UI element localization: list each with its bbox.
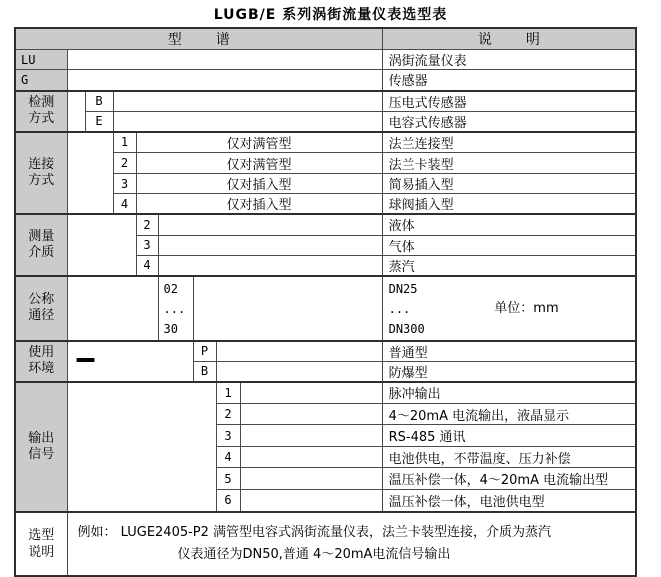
cell-desc-connection-4: 球阀插入型 bbox=[382, 194, 636, 215]
spacer-cell bbox=[67, 91, 85, 132]
label-example bbox=[15, 512, 67, 576]
row-environment-p bbox=[15, 341, 636, 362]
cell-desc-diameter bbox=[382, 276, 636, 341]
example-text-line2: 仪表通径为DN50,普通 4～20mA电流信号输出 bbox=[177, 546, 451, 562]
cell-desc-output-1: 脉冲输出 bbox=[382, 382, 636, 404]
page-title: LUGB/E 系列涡街流量仪表选型表 bbox=[213, 7, 448, 23]
spacer-cell bbox=[67, 50, 382, 70]
spacer-cell bbox=[113, 111, 382, 132]
cell-desc-output-4: 电池供电，不带温度、压力补偿 bbox=[382, 447, 636, 468]
cell-desc-connection-1: 法兰连接型 bbox=[382, 132, 636, 153]
label-environment bbox=[15, 341, 67, 382]
spacer-cell bbox=[240, 490, 382, 512]
label-connection-line1: 连接 bbox=[28, 156, 55, 172]
selection-table bbox=[14, 27, 637, 577]
label-example-line1: 选型 bbox=[28, 527, 55, 543]
cell-code-environment-p: P bbox=[193, 341, 216, 362]
cell-desc-detection-b: 压电式传感器 bbox=[382, 91, 636, 112]
spacer-cell bbox=[240, 447, 382, 468]
diameter-desc-max: DN300 bbox=[388, 321, 425, 336]
description-header: 说 明 bbox=[382, 28, 636, 50]
cell-code-medium-3: 3 bbox=[136, 235, 158, 255]
cell-desc-connection-3: 简易插入型 bbox=[382, 174, 636, 194]
cell-code-output-6: 6 bbox=[216, 490, 240, 512]
cell-desc-environment-b: 防爆型 bbox=[382, 361, 636, 382]
spacer-cell bbox=[67, 214, 136, 276]
spacer-cell bbox=[67, 276, 158, 341]
cell-example-text bbox=[67, 512, 636, 576]
spacer-cell bbox=[240, 468, 382, 490]
label-detection-line2: 方式 bbox=[28, 111, 55, 126]
label-diameter-line1: 公称 bbox=[28, 292, 55, 307]
unit-note: 单位：mm bbox=[494, 300, 559, 316]
row-output-1 bbox=[15, 382, 636, 404]
spacer-cell bbox=[216, 361, 382, 382]
cell-code-medium-4: 4 bbox=[136, 255, 158, 276]
row-example bbox=[15, 512, 636, 576]
label-medium-line1: 测量 bbox=[28, 228, 55, 244]
label-output-line2: 信号 bbox=[28, 446, 55, 462]
cell-desc-output-3: RS-485 通讯 bbox=[382, 425, 636, 447]
spacer-cell bbox=[67, 382, 216, 512]
cell-code-output-2: 2 bbox=[216, 404, 240, 425]
example-text-line1: 例如： LUGE2405-P2 满管型电容式涡街流量仪表，法兰卡装型连接，介质为蒸汽 bbox=[77, 524, 552, 540]
row-g bbox=[15, 70, 636, 91]
cell-desc-medium-4: 蒸汽 bbox=[382, 255, 636, 276]
label-environment-line2: 环境 bbox=[28, 361, 55, 376]
diameter-code-min: 02 bbox=[163, 281, 178, 296]
diameter-desc-ellipsis: ... bbox=[388, 301, 411, 316]
label-medium-line2: 介质 bbox=[28, 244, 55, 260]
header-row bbox=[15, 28, 636, 50]
spacer-cell bbox=[240, 425, 382, 447]
spacer-cell bbox=[240, 382, 382, 404]
cell-code-output-1: 1 bbox=[216, 382, 240, 404]
cell-code-output-3: 3 bbox=[216, 425, 240, 447]
row-diameter bbox=[15, 276, 636, 341]
cell-desc-output-5: 温压补偿一体，4～20mA 电流输出型 bbox=[382, 468, 636, 490]
row-medium-2 bbox=[15, 214, 636, 235]
dash-placeholder: — bbox=[75, 340, 96, 378]
cell-dash-placeholder bbox=[67, 341, 193, 382]
cell-code-connection-2: 2 bbox=[113, 153, 136, 174]
label-connection-line2: 方式 bbox=[28, 172, 55, 188]
spacer-cell bbox=[240, 404, 382, 425]
cell-code-detection-b: B bbox=[85, 91, 113, 112]
cell-desc-connection-2: 法兰卡装型 bbox=[382, 153, 636, 174]
label-output bbox=[15, 382, 67, 512]
spacer-cell bbox=[158, 214, 382, 235]
row-detection-e bbox=[15, 111, 636, 132]
spacer-cell bbox=[193, 276, 382, 341]
row-detection-b bbox=[15, 91, 636, 112]
cell-code-g: G bbox=[15, 70, 67, 91]
spacer-cell bbox=[158, 255, 382, 276]
cell-code-connection-1: 1 bbox=[113, 132, 136, 153]
cell-desc-environment-p: 普通型 bbox=[382, 341, 636, 362]
cell-code-output-4: 4 bbox=[216, 447, 240, 468]
diameter-code-max: 30 bbox=[163, 321, 178, 336]
cell-code-medium-2: 2 bbox=[136, 214, 158, 235]
cell-code-connection-3: 3 bbox=[113, 174, 136, 194]
cell-code-output-5: 5 bbox=[216, 468, 240, 490]
cell-desc-output-6: 温压补偿一体，电池供电型 bbox=[382, 490, 636, 512]
cell-note-connection-4: 仅对插入型 bbox=[136, 194, 382, 215]
label-diameter bbox=[15, 276, 67, 341]
cell-code-detection-e: E bbox=[85, 111, 113, 132]
diameter-code-ellipsis: ... bbox=[163, 301, 186, 316]
cell-desc-medium-2: 液体 bbox=[382, 214, 636, 235]
spacer-cell bbox=[113, 91, 382, 112]
row-connection-1 bbox=[15, 132, 636, 153]
label-example-line2: 说明 bbox=[28, 544, 55, 560]
cell-code-environment-b: B bbox=[193, 361, 216, 382]
diameter-desc-middle bbox=[389, 299, 636, 319]
cell-desc-g: 传感器 bbox=[382, 70, 636, 91]
cell-note-connection-2: 仅对满管型 bbox=[136, 153, 382, 174]
cell-note-connection-3: 仅对插入型 bbox=[136, 174, 382, 194]
spacer-cell bbox=[67, 70, 382, 91]
label-connection bbox=[15, 132, 67, 215]
cell-code-lu: LU bbox=[15, 50, 67, 70]
row-lu bbox=[15, 50, 636, 70]
spacer-cell bbox=[158, 235, 382, 255]
cell-codes-diameter bbox=[158, 276, 193, 341]
cell-desc-detection-e: 电容式传感器 bbox=[382, 111, 636, 132]
spacer-cell bbox=[216, 341, 382, 362]
diameter-desc-min: DN25 bbox=[388, 281, 418, 296]
label-medium bbox=[15, 214, 67, 276]
label-diameter-line2: 通径 bbox=[28, 308, 55, 323]
cell-desc-output-2: 4～20mA 电流输出，液晶显示 bbox=[382, 404, 636, 425]
spectrum-header: 型 谱 bbox=[15, 28, 382, 50]
label-detection-line1: 检测 bbox=[28, 95, 55, 110]
cell-note-connection-1: 仅对满管型 bbox=[136, 132, 382, 153]
cell-desc-medium-3: 气体 bbox=[382, 235, 636, 255]
cell-code-connection-4: 4 bbox=[113, 194, 136, 215]
label-environment-line1: 使用 bbox=[28, 345, 55, 360]
spacer-cell bbox=[67, 132, 113, 215]
label-detection bbox=[15, 91, 67, 132]
cell-desc-lu: 涡街流量仪表 bbox=[382, 50, 636, 70]
label-output-line1: 输出 bbox=[28, 430, 55, 446]
